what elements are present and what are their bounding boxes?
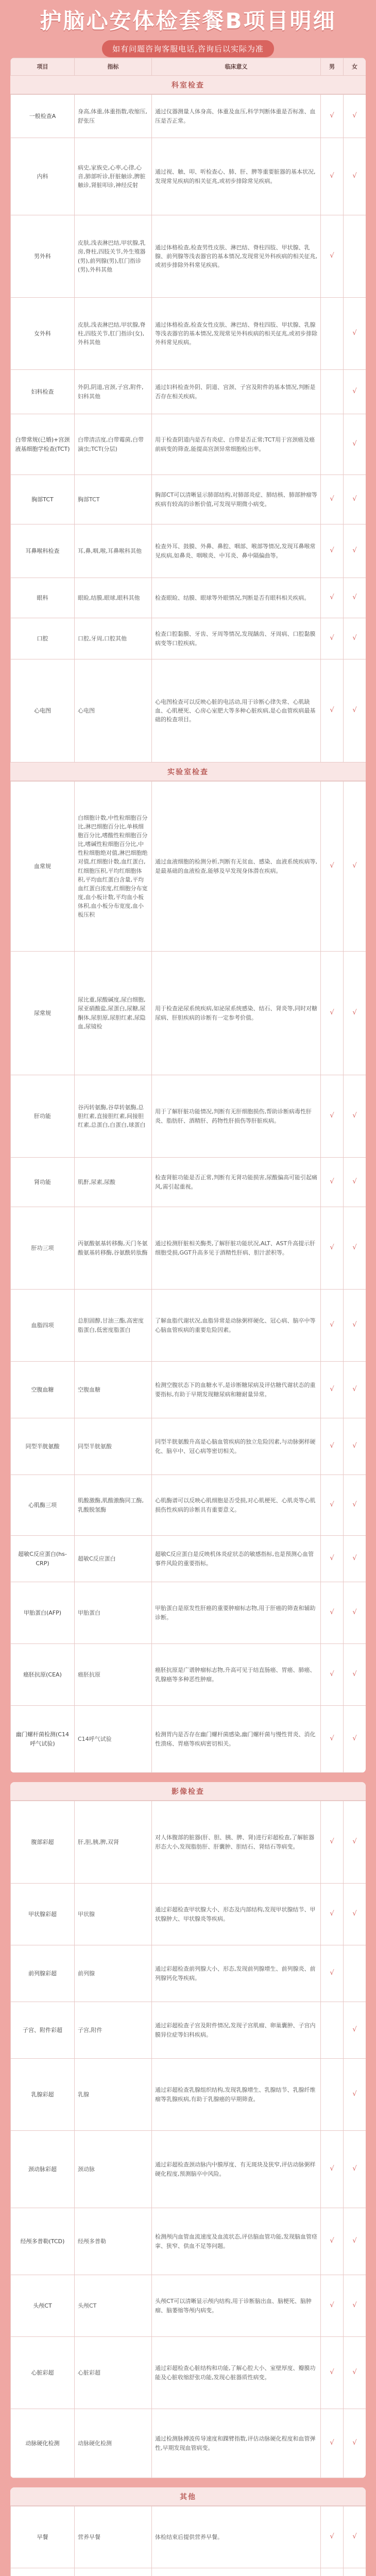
table-row — [11, 2568, 366, 2576]
female-check: √ — [344, 414, 366, 475]
male-check: √ — [321, 2208, 344, 2275]
male-check: √ — [321, 2506, 344, 2568]
item-clinical-meaning: 癌胚抗原是广谱肿瘤标志物,升高可见于结直肠癌、胃癌、肺癌、乳腺癌等多种恶性肿瘤。 — [152, 1644, 321, 1706]
item-clinical-meaning: 心肌酶谱可以反映心肌细胞是否受损,对心肌梗死、心肌炎等心肌损伤性疾病的诊断具有重要意义。 — [152, 1475, 321, 1536]
item-indicators: 白带清洁度,白带霉菌,白带滴虫;TCT(分层) — [75, 414, 152, 475]
item-indicators: 前列腺 — [75, 1945, 152, 2002]
item-name: 腹部彩超 — [11, 1801, 75, 1884]
item-name: 尿常规 — [11, 952, 75, 1075]
table-row — [11, 2275, 366, 2337]
female-check: √ — [344, 1475, 366, 1536]
item-indicators: 肌酐,尿素,尿酸 — [75, 1158, 152, 1207]
item-name: 白带常规(已婚)+宫颈液基细胞学检查(TCT) — [11, 414, 75, 475]
table-row — [11, 659, 366, 762]
section-title: 实验室检查 — [167, 768, 209, 776]
female-check: √ — [344, 1075, 366, 1158]
item-name: 超敏C反应蛋白(hs-CRP) — [11, 1536, 75, 1582]
item-clinical-meaning: 超敏C反应蛋白是反映机体炎症状态的敏感指标,也是预测心血管事件风险的重要指标。 — [152, 1536, 321, 1582]
item-indicators: 白细胞计数,中性粒细胞百分比,淋巴细胞百分比,单核细胞百分比,嗜酸性粒细胞百分比,嗜碱性粒细胞百分比,中性粒细胞绝对值,淋巴细胞绝对值,红细胞计数,血红蛋白,红细胞压积,平均红细胞体积,平均血红蛋白含量,平均血红蛋白浓度,红细胞分布宽度,血小板计数,平均血小板体积,血小板分布宽度,血小板压积 — [75, 782, 152, 952]
table-row — [11, 1290, 366, 1362]
table-header-row — [11, 58, 366, 76]
female-check: √ — [344, 1801, 366, 1884]
item-clinical-meaning: 用于检查阴道内是否有炎症、白带是否正常;TCT用于宫颈癌及癌前病变的筛查,能提高宫颈异常细胞检出率。 — [152, 414, 321, 475]
male-check: √ — [321, 524, 344, 578]
male-check: √ — [321, 2337, 344, 2409]
section-header — [10, 76, 366, 94]
table-row — [11, 1536, 366, 1582]
item-name: 乳腺彩超 — [11, 2059, 75, 2131]
female-check: √ — [344, 2131, 366, 2208]
item-name: 女外科 — [11, 298, 75, 370]
item-name: 动脉硬化检测 — [11, 2409, 75, 2478]
item-indicators: 丙氨酸氨基转移酶,天门冬氨酸氨基转移酶,谷氨酰转肽酶 — [75, 1207, 152, 1290]
column-header: 指标 — [75, 58, 152, 76]
item-name: 肝功三项 — [11, 1207, 75, 1290]
item-clinical-meaning: 通过检测脉搏波传导速度和踝臂指数,评估动脉硬化程度和血管弹性,早期发现血管病变。 — [152, 2409, 321, 2478]
item-name: 一般检查A — [11, 95, 75, 138]
item-name: 同型半胱氨酸 — [11, 1418, 75, 1475]
table-row — [11, 1644, 366, 1706]
table-row — [11, 2506, 366, 2568]
table-row — [11, 1207, 366, 1290]
table-row — [11, 298, 366, 370]
section-header — [10, 2487, 366, 2506]
item-indicators: 经颅多普勒 — [75, 2208, 152, 2275]
item-clinical-meaning: 心电图检查可以反映心脏的电活动,用于诊断心律失常、心肌缺血、心肌梗死、心房心室肥大等多种心脏疾病,是心血管疾病最基础的检查项目。 — [152, 659, 321, 762]
item-name: 内科 — [11, 138, 75, 215]
item-name: 口腔 — [11, 618, 75, 659]
female-check: √ — [344, 1644, 366, 1706]
item-clinical-meaning: 通过视、触、叩、听检查心、肺、肝、脾等重要脏器的基本状况,发现常见疾病的相关征兆,或初步排除常见疾病。 — [152, 138, 321, 215]
male-check: √ — [321, 1475, 344, 1536]
male-check: √ — [321, 782, 344, 952]
item-name: 眼科 — [11, 578, 75, 618]
page-title: 护脑心安体检套餐B项目明细 — [40, 8, 336, 33]
table-row — [11, 1075, 366, 1158]
item-indicators: 眼睑,结膜,眼球,眼科其他 — [75, 578, 152, 618]
female-check: √ — [344, 298, 366, 370]
female-check: √ — [344, 1536, 366, 1582]
table-row — [11, 782, 366, 952]
section-title: 影像检查 — [172, 1787, 204, 1796]
table-row — [11, 1884, 366, 1945]
table-row — [11, 1582, 366, 1644]
column-header: 男 — [321, 58, 344, 76]
item-name: 幽门螺杆菌检测(C14呼气试验) — [11, 1706, 75, 1773]
item-indicators: 皮肤,浅表淋巴结,甲状腺,脊柱,四肢关节,肛门指诊(女),外科其他 — [75, 298, 152, 370]
item-name: 肝功能 — [11, 1075, 75, 1158]
table-row — [11, 2409, 366, 2478]
table-row — [11, 1801, 366, 1884]
column-header: 项目 — [11, 58, 75, 76]
table-row — [11, 618, 366, 659]
male-check: √ — [321, 1582, 344, 1644]
item-clinical-meaning: 通过彩超检查子宫及附件情况,发现子宫肌瘤、卵巢囊肿、子宫内膜异位症等妇科疾病。 — [152, 2002, 321, 2059]
item-indicators: 同型半胱氨酸 — [75, 1418, 152, 1475]
female-check: √ — [344, 2506, 366, 2568]
female-check: √ — [344, 1582, 366, 1644]
item-name: 心电图 — [11, 659, 75, 762]
male-check: √ — [321, 1075, 344, 1158]
item-indicators: 谷丙转氨酶,谷草转氨酶,总胆红素,直接胆红素,间接胆红素,总蛋白,白蛋白,球蛋白 — [75, 1075, 152, 1158]
item-indicators: 癌胚抗原 — [75, 1644, 152, 1706]
item-indicators: 头颅CT — [75, 2275, 152, 2337]
male-check: √ — [321, 659, 344, 762]
item-indicators: 外阴,阴道,宫颈,子宫,附件,妇科其他 — [75, 370, 152, 414]
table-row — [11, 578, 366, 618]
item-name: 血常规 — [11, 782, 75, 952]
male-check — [321, 414, 344, 475]
male-check: √ — [321, 1801, 344, 1884]
item-indicators: 心脏彩超 — [75, 2337, 152, 2409]
item-indicators: 颈动脉 — [75, 2131, 152, 2208]
table-row — [11, 1475, 366, 1536]
male-check: √ — [321, 138, 344, 215]
item-indicators: 口腔,牙周,口腔其他 — [75, 618, 152, 659]
item-clinical-meaning: 同型半胱氨酸升高是心脑血管疾病的独立危险因素,与动脉粥样硬化、脑卒中、冠心病等密切相关。 — [152, 1418, 321, 1475]
section-card-other — [10, 2487, 366, 2576]
table-row — [11, 370, 366, 414]
male-check: √ — [321, 1290, 344, 1362]
item-name — [11, 2568, 75, 2576]
item-clinical-meaning: 用于了解肝脏功能情况,判断有无肝细胞损伤,帮助诊断病毒性肝炎、脂肪肝、酒精肝、药物性肝损伤等肝脏疾病。 — [152, 1075, 321, 1158]
male-check: √ — [321, 1207, 344, 1290]
item-clinical-meaning: 检查口腔黏膜、牙齿、牙周等情况,发现龋齿、牙周病、口腔黏膜病变等口腔疾病。 — [152, 618, 321, 659]
female-check: √ — [344, 618, 366, 659]
female-check — [344, 215, 366, 298]
table-row — [11, 1362, 366, 1418]
page-header — [0, 0, 376, 56]
female-check: √ — [344, 524, 366, 578]
male-check: √ — [321, 1706, 344, 1773]
female-check: √ — [344, 2409, 366, 2478]
female-check: √ — [344, 1207, 366, 1290]
item-clinical-meaning: 通过血液细胞的检测分析,判断有无贫血、感染、血液系统疾病等,是最基础的血液检查,能够及早发现身体潜在疾病。 — [152, 782, 321, 952]
male-check: √ — [321, 1536, 344, 1582]
male-check: √ — [321, 1158, 344, 1207]
female-check — [344, 2568, 366, 2576]
item-indicators: 病史,家族史,心率,心律,心音,肺部听诊,肝脏触诊,脾脏触诊,肾脏叩诊,神经反射 — [75, 138, 152, 215]
item-indicators: 胸部TCT — [75, 475, 152, 524]
female-check: √ — [344, 1884, 366, 1945]
item-clinical-meaning: 检查眼睑、结膜、眼球等外眼情况,判断是否有眼科相关疾病。 — [152, 578, 321, 618]
female-check: √ — [344, 782, 366, 952]
item-name: 子宫、附件彩超 — [11, 2002, 75, 2059]
section-table — [10, 2506, 366, 2576]
female-check: √ — [344, 578, 366, 618]
male-check: √ — [321, 2131, 344, 2208]
table-row — [11, 1706, 366, 1773]
page-subtitle: 如有问题咨询客服电话,咨询后以实际为准 — [102, 40, 274, 57]
item-clinical-meaning: 甲胎蛋白是原发性肝癌的重要肿瘤标志物,用于肝癌的筛查和辅助诊断。 — [152, 1582, 321, 1644]
item-clinical-meaning: 通过彩超检查心脏结构和功能,了解心腔大小、室壁厚度、瓣膜功能及心脏收缩舒张功能,发现心脏器质性病变。 — [152, 2337, 321, 2409]
section-header — [10, 762, 366, 781]
item-name: 肾功能 — [11, 1158, 75, 1207]
male-check: √ — [321, 1418, 344, 1475]
item-clinical-meaning: 通过仪器测量人体身高、体重及血压,科学判断体重是否标准、血压是否正常。 — [152, 95, 321, 138]
section-card-imaging — [10, 1782, 366, 2478]
item-indicators: 尿比重,尿酸碱度,尿白细胞,尿亚硝酸盐,尿蛋白,尿糖,尿酮体,尿胆原,尿胆红素,尿隐血,尿镜检 — [75, 952, 152, 1075]
item-indicators: 肝,胆,胰,脾,双肾 — [75, 1801, 152, 1884]
item-indicators: 总胆固醇,甘油三酯,高密度脂蛋白,低密度脂蛋白 — [75, 1290, 152, 1362]
item-clinical-meaning: 通过彩超检查甲状腺大小、形态及内部结构,发现甲状腺结节、甲状腺肿大、甲状腺炎等疾病。 — [152, 1884, 321, 1945]
item-indicators — [75, 2568, 152, 2576]
section-table — [10, 94, 366, 762]
table-row — [11, 95, 366, 138]
item-indicators: 甲状腺 — [75, 1884, 152, 1945]
male-check: √ — [321, 1644, 344, 1706]
item-clinical-meaning: 用于检查泌尿系统疾病,如泌尿系统感染、结石、肾炎等,同时对糖尿病、肝胆疾病的诊断有一定参考价值。 — [152, 952, 321, 1075]
item-indicators: 甲胎蛋白 — [75, 1582, 152, 1644]
item-clinical-meaning — [152, 2568, 321, 2576]
female-check: √ — [344, 475, 366, 524]
female-check: √ — [344, 2337, 366, 2409]
item-clinical-meaning: 胸部CT可以清晰显示肺部结构,对肺部炎症、肺结核、肺部肿瘤等疾病有较高的诊断价值,可发现早期微小病变。 — [152, 475, 321, 524]
female-check: √ — [344, 95, 366, 138]
section-header — [10, 1782, 366, 1801]
section-title: 其他 — [180, 2493, 196, 2501]
female-check: √ — [344, 370, 366, 414]
item-clinical-meaning: 通过体格检查,检查男性皮肤、淋巴结、脊柱四肢、甲状腺、乳腺、前列腺等浅表器官的基本情况,发现常见外科疾病的相关征兆,或初步排除外科常见疾病。 — [152, 215, 321, 298]
table-row — [11, 1945, 366, 2002]
item-name: 早餐 — [11, 2506, 75, 2568]
male-check — [321, 298, 344, 370]
item-name: 心脏彩超 — [11, 2337, 75, 2409]
male-check: √ — [321, 578, 344, 618]
male-check: √ — [321, 475, 344, 524]
table-row — [11, 1158, 366, 1207]
section-table — [10, 1801, 366, 2478]
female-check: √ — [344, 952, 366, 1075]
male-check: √ — [321, 1884, 344, 1945]
female-check: √ — [344, 659, 366, 762]
female-check: √ — [344, 1706, 366, 1773]
table-row — [11, 524, 366, 578]
item-clinical-meaning: 通过彩超检查前列腺大小、形态,发现前列腺增生、前列腺炎、前列腺钙化等疾病。 — [152, 1945, 321, 2002]
item-indicators: 耳,鼻,咽,喉,耳鼻喉科其他 — [75, 524, 152, 578]
male-check — [321, 2059, 344, 2131]
item-clinical-meaning: 体检结束后提供营养早餐。 — [152, 2506, 321, 2568]
table-row — [11, 138, 366, 215]
male-check: √ — [321, 1362, 344, 1418]
female-check: √ — [344, 2275, 366, 2337]
item-name: 前列腺彩超 — [11, 1945, 75, 2002]
items-table — [10, 58, 366, 76]
female-check: √ — [344, 1418, 366, 1475]
male-check — [321, 370, 344, 414]
section-title: 科室检查 — [172, 81, 204, 90]
item-name: 心肌酶三项 — [11, 1475, 75, 1536]
item-name: 甲状腺彩超 — [11, 1884, 75, 1945]
item-name: 甲胎蛋白(AFP) — [11, 1582, 75, 1644]
item-indicators: 皮肤,浅表淋巴结,甲状腺,乳房,脊柱,四肢关节,外生殖器(男),前列腺(男),肛门指诊(男),外科其他 — [75, 215, 152, 298]
item-indicators: 身高,体重,体重指数,收缩压,舒张压 — [75, 95, 152, 138]
item-indicators: 心电图 — [75, 659, 152, 762]
male-check: √ — [321, 1945, 344, 2002]
item-indicators: 子宫,附件 — [75, 2002, 152, 2059]
table-row — [11, 2208, 366, 2275]
male-check — [321, 2002, 344, 2059]
item-name: 头颅CT — [11, 2275, 75, 2337]
male-check: √ — [321, 2409, 344, 2478]
item-indicators: 肌酸激酶,肌酸激酶同工酶,乳酸脱氢酶 — [75, 1475, 152, 1536]
item-indicators: 空腹血糖 — [75, 1362, 152, 1418]
item-name: 癌胚抗原(CEA) — [11, 1644, 75, 1706]
item-clinical-meaning: 检测颅内血管血流速度及血流状态,评估脑血管功能,发现脑血管痉挛、狭窄、供血不足等问题。 — [152, 2208, 321, 2275]
item-indicators: C14呼气试验 — [75, 1706, 152, 1773]
male-check: √ — [321, 952, 344, 1075]
item-name: 男外科 — [11, 215, 75, 298]
female-check: √ — [344, 138, 366, 215]
item-indicators: 动脉硬化检测 — [75, 2409, 152, 2478]
item-indicators: 营养早餐 — [75, 2506, 152, 2568]
female-check: √ — [344, 2059, 366, 2131]
female-check: √ — [344, 1362, 366, 1418]
table-row — [11, 952, 366, 1075]
table-row — [11, 414, 366, 475]
section-card-clinical — [10, 58, 366, 1773]
item-name: 胸部TCT — [11, 475, 75, 524]
item-clinical-meaning: 头颅CT可以清晰显示颅内结构,用于诊断脑出血、脑梗死、脑肿瘤、脑萎缩等颅内病变。 — [152, 2275, 321, 2337]
female-check: √ — [344, 1158, 366, 1207]
item-name: 妇科检查 — [11, 370, 75, 414]
item-indicators: 超敏C反应蛋白 — [75, 1536, 152, 1582]
item-name: 耳鼻喉科检查 — [11, 524, 75, 578]
table-row — [11, 2131, 366, 2208]
table-row — [11, 2002, 366, 2059]
table-row — [11, 2059, 366, 2131]
female-check: √ — [344, 2002, 366, 2059]
male-check: √ — [321, 618, 344, 659]
item-clinical-meaning: 检测空腹状态下的血糖水平,是诊断糖尿病及评估糖代谢状态的重要指标,有助于早期发现糖尿病和糖耐量异常。 — [152, 1362, 321, 1418]
table-row — [11, 1418, 366, 1475]
male-check: √ — [321, 2275, 344, 2337]
column-header: 临床意义 — [152, 58, 321, 76]
item-clinical-meaning: 通过妇科检查外阴、阴道、宫颈、子宫及附件的基本情况,判断是否存在相关疾病。 — [152, 370, 321, 414]
item-name: 空腹血糖 — [11, 1362, 75, 1418]
male-check — [321, 2568, 344, 2576]
item-clinical-meaning: 通过彩超检查颈动脉内中膜厚度、有无斑块及狭窄,评估动脉粥样硬化程度,预测脑卒中风险。 — [152, 2131, 321, 2208]
table-row — [11, 215, 366, 298]
item-indicators: 乳腺 — [75, 2059, 152, 2131]
item-clinical-meaning: 通过体格检查,检查女性皮肤、淋巴结、脊柱四肢、甲状腺、乳腺等浅表器官的基本情况,发现常见外科疾病的相关征兆,或初步排除外科常见疾病。 — [152, 298, 321, 370]
female-check: √ — [344, 2208, 366, 2275]
item-clinical-meaning: 通过检测肝脏相关酶类,了解肝脏功能状况,ALT、AST升高提示肝细胞受损,GGT升高多见于酒精性肝病、胆汁淤积等。 — [152, 1207, 321, 1290]
male-check: √ — [321, 95, 344, 138]
item-clinical-meaning: 检查外耳、鼓膜、外鼻、鼻腔、咽部、喉部等情况,发现耳鼻喉常见疾病,如鼻炎、咽喉炎、中耳炎、鼻中隔偏曲等。 — [152, 524, 321, 578]
item-clinical-meaning: 对人体腹部的脏器(肝、胆、胰、脾、肾)进行彩超检查,了解脏器形态大小,发现脂肪肝、肝囊肿、胆结石、肾结石等病变。 — [152, 1801, 321, 1884]
item-name: 血脂四项 — [11, 1290, 75, 1362]
table-row — [11, 2337, 366, 2409]
item-name: 经颅多普勒(TCD) — [11, 2208, 75, 2275]
section-table — [10, 781, 366, 1773]
male-check: √ — [321, 215, 344, 298]
item-clinical-meaning: 了解血脂代谢状况,血脂异常是动脉粥样硬化、冠心病、脑卒中等心脑血管疾病的重要危险因素。 — [152, 1290, 321, 1362]
female-check — [344, 1945, 366, 2002]
item-name: 颈动脉彩超 — [11, 2131, 75, 2208]
item-clinical-meaning: 通过彩超检查乳腺组织结构,发现乳腺增生、乳腺结节、乳腺纤维瘤等乳腺疾病,有助于乳腺癌的早期筛查。 — [152, 2059, 321, 2131]
female-check: √ — [344, 1290, 366, 1362]
item-clinical-meaning: 检查肾脏功能是否正常,判断有无肾功能损害,尿酸偏高可能引起痛风,需引起重视。 — [152, 1158, 321, 1207]
table-row — [11, 475, 366, 524]
column-header: 女 — [344, 58, 366, 76]
item-clinical-meaning: 检测胃内是否存在幽门螺杆菌感染,幽门螺杆菌与慢性胃炎、消化性溃疡、胃癌等疾病密切相关。 — [152, 1706, 321, 1773]
